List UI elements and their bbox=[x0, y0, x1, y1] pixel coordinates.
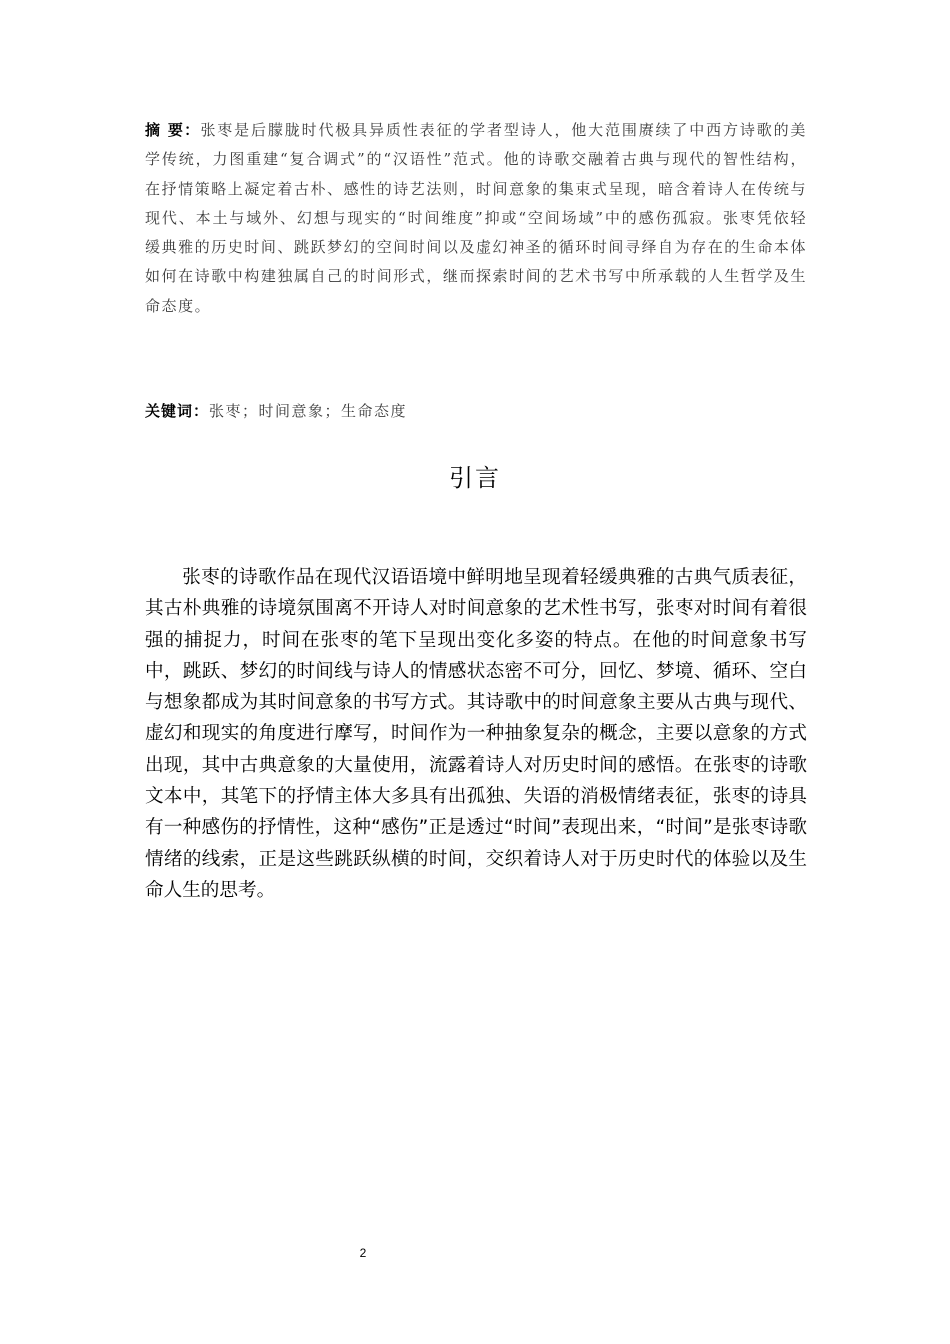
keywords-text: 张枣；时间意象；生命态度 bbox=[209, 402, 408, 420]
abstract-label: 摘 要： bbox=[145, 121, 201, 139]
page-number: 2 bbox=[359, 1246, 367, 1260]
section-title: 引言 bbox=[449, 464, 501, 492]
keywords-block bbox=[145, 397, 807, 426]
keywords-label: 关键词： bbox=[145, 402, 210, 420]
introduction-paragraph: 张枣的诗歌作品在现代汉语语境中鲜明地呈现着轻缓典雅的古典气质表征，其古朴典雅的诗境氛围离不开诗人对时间意象的艺术性书写，张枣对时间有着很强的捕捉力，时间在张枣的笔下呈现出变化多姿的特点。在他的时间意象书写中，跳跃、梦幻的时间线与诗人的情感状态密不可分，回忆、梦境、循环、空白与想象都成为其时间意象的书写方式。其诗歌中的时间意象主要从古典与现代、虚幻和现实的角度进行摩写，时间作为一种抽象复杂的概念，主要以意象的方式出现，其中古典意象的大量使用，流露着诗人对历史时间的感悟。在张枣的诗歌文本中，其笔下的抒情主体大多具有出孤独、失语的消极情绪表征，张枣的诗具有一种感伤的抒情性，这种“感伤”正是透过“时间”表现出来，“时间”是张枣诗歌情绪的线索，正是这些跳跃纵横的时间，交织着诗人对于历史时代的体验以及生命人生的思考。 bbox=[145, 567, 807, 901]
abstract-block bbox=[145, 116, 807, 321]
abstract-text: 张枣是后朦胧时代极具异质性表征的学者型诗人，他大范围赓续了中西方诗歌的美学传统，力图重建“复合调式”的“汉语性”范式。他的诗歌交融着古典与现代的智性结构，在抒情策略上凝定着古朴、感性的诗艺法则，时间意象的集束式呈现，暗含着诗人在传统与现代、本土与域外、幻想与现实的“时间维度”抑或“空间场域”中的感伤孤寂。张枣凭依轻缓典雅的历史时间、跳跃梦幻的空间时间以及虚幻神圣的循环时间寻绎自为存在的生命本体如何在诗歌中构建独属自己的时间形式，继而探索时间的艺术书写中所承载的人生哲学及生命态度。 bbox=[145, 121, 808, 315]
